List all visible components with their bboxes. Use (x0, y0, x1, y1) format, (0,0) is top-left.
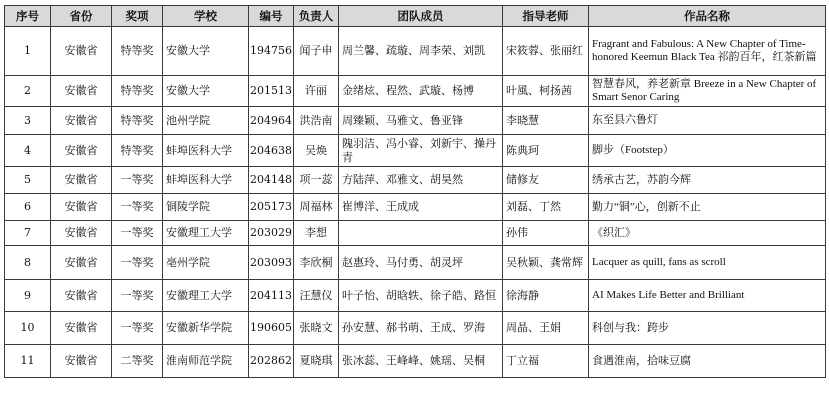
work-cell: 《织汇》 (589, 221, 826, 246)
members-cell: 叶子怡、胡晗轶、徐子皓、路恒 (339, 280, 503, 312)
award-cell: 一等奖 (112, 246, 163, 280)
table-row (5, 76, 826, 107)
work-cell: 智慧春风，养老新章 Breeze in a New Chapter of Smart Senor Caring (589, 76, 826, 107)
seq-cell: 1 (5, 27, 51, 76)
table-row (5, 27, 826, 76)
table-row (5, 221, 826, 246)
province-cell: 安徽省 (51, 167, 112, 194)
award-cell: 一等奖 (112, 280, 163, 312)
seq-cell: 6 (5, 194, 51, 221)
province-cell: 安徽省 (51, 246, 112, 280)
table-row (5, 345, 826, 378)
award-cell: 特等奖 (112, 107, 163, 135)
table-row (5, 135, 826, 167)
work-cell: AI Makes Life Better and Brilliant (589, 280, 826, 312)
school-cell: 安徽理工大学 (163, 280, 249, 312)
school-cell: 池州学院 (163, 107, 249, 135)
advisors-cell: 储修友 (503, 167, 589, 194)
number-cell: 204638 (249, 135, 294, 167)
table-row (5, 280, 826, 312)
work-cell: Fragrant and Fabulous: A New Chapter of Time-honored Keemun Black Tea 祁韵百年，红茶新篇 (589, 27, 826, 76)
header-number: 编号 (249, 6, 294, 27)
award-cell: 特等奖 (112, 76, 163, 107)
advisors-cell: 徐海静 (503, 280, 589, 312)
number-cell: 202862 (249, 345, 294, 378)
work-cell: Lacquer as quill, fans as scroll (589, 246, 826, 280)
advisors-cell: 吴秋颖、龚常辉 (503, 246, 589, 280)
members-cell (339, 221, 503, 246)
work-cell: 科创与我：跨步 (589, 312, 826, 345)
leader-cell: 洪浩南 (294, 107, 339, 135)
leader-cell: 许丽 (294, 76, 339, 107)
header-province: 省份 (51, 6, 112, 27)
advisors-cell: 宋筱蓉、张丽红 (503, 27, 589, 76)
award-cell: 二等奖 (112, 345, 163, 378)
header-leader: 负责人 (294, 6, 339, 27)
number-cell: 203029 (249, 221, 294, 246)
seq-cell: 4 (5, 135, 51, 167)
province-cell: 安徽省 (51, 76, 112, 107)
advisors-cell: 刘磊、丁然 (503, 194, 589, 221)
number-cell: 204148 (249, 167, 294, 194)
leader-cell: 闻子申 (294, 27, 339, 76)
members-cell: 金绪炫、程然、武璇、杨博 (339, 76, 503, 107)
number-cell: 204113 (249, 280, 294, 312)
province-cell: 安徽省 (51, 345, 112, 378)
seq-cell: 11 (5, 345, 51, 378)
leader-cell: 吴焕 (294, 135, 339, 167)
members-cell: 张冰蕊、王峰峰、姚瑶、吴桐 (339, 345, 503, 378)
province-cell: 安徽省 (51, 312, 112, 345)
province-cell: 安徽省 (51, 27, 112, 76)
award-cell: 特等奖 (112, 27, 163, 76)
school-cell: 安徽大学 (163, 76, 249, 107)
leader-cell: 汪慧仪 (294, 280, 339, 312)
leader-cell: 李想 (294, 221, 339, 246)
header-members: 团队成员 (339, 6, 503, 27)
number-cell: 190605 (249, 312, 294, 345)
work-cell: 东至县六鲁灯 (589, 107, 826, 135)
leader-cell: 项一蕊 (294, 167, 339, 194)
province-cell: 安徽省 (51, 194, 112, 221)
members-cell: 崔博洋、王成成 (339, 194, 503, 221)
seq-cell: 7 (5, 221, 51, 246)
header-school: 学校 (163, 6, 249, 27)
work-cell: 勤力“铜”心，创新不止 (589, 194, 826, 221)
award-cell: 一等奖 (112, 312, 163, 345)
number-cell: 204964 (249, 107, 294, 135)
work-cell: 绣承古艺，苏韵今辉 (589, 167, 826, 194)
school-cell: 安徽理工大学 (163, 221, 249, 246)
header-award: 奖项 (112, 6, 163, 27)
province-cell: 安徽省 (51, 221, 112, 246)
leader-cell: 李欣桐 (294, 246, 339, 280)
number-cell: 201513 (249, 76, 294, 107)
members-cell: 周兰馨、疏璇、周李荣、刘凯 (339, 27, 503, 76)
work-cell: 食遇淮南，拾味豆腐 (589, 345, 826, 378)
results-table-wrapper (4, 5, 826, 378)
advisors-cell: 叶風、柯扬茜 (503, 76, 589, 107)
seq-cell: 8 (5, 246, 51, 280)
members-cell: 赵惠玲、马付勇、胡灵坪 (339, 246, 503, 280)
school-cell: 淮南师范学院 (163, 345, 249, 378)
header-row (5, 6, 826, 27)
award-cell: 一等奖 (112, 167, 163, 194)
advisors-cell: 周晶、王娟 (503, 312, 589, 345)
school-cell: 蚌埠医科大学 (163, 167, 249, 194)
school-cell: 亳州学院 (163, 246, 249, 280)
school-cell: 安徽大学 (163, 27, 249, 76)
advisors-cell: 陈典珂 (503, 135, 589, 167)
province-cell: 安徽省 (51, 135, 112, 167)
advisors-cell: 孙伟 (503, 221, 589, 246)
seq-cell: 3 (5, 107, 51, 135)
results-table (4, 5, 826, 378)
award-cell: 特等奖 (112, 135, 163, 167)
header-work: 作品名称 (589, 6, 826, 27)
table-row (5, 194, 826, 221)
number-cell: 194756 (249, 27, 294, 76)
province-cell: 安徽省 (51, 280, 112, 312)
school-cell: 铜陵学院 (163, 194, 249, 221)
leader-cell: 周福林 (294, 194, 339, 221)
table-row (5, 107, 826, 135)
seq-cell: 2 (5, 76, 51, 107)
number-cell: 205173 (249, 194, 294, 221)
school-cell: 安徽新华学院 (163, 312, 249, 345)
members-cell: 方陆萍、邓雅文、胡昊然 (339, 167, 503, 194)
work-cell: 脚步（Footstep） (589, 135, 826, 167)
header-advisors: 指导老师 (503, 6, 589, 27)
award-cell: 一等奖 (112, 194, 163, 221)
number-cell: 203093 (249, 246, 294, 280)
members-cell: 周臻颖、马雅文、鲁亚锋 (339, 107, 503, 135)
seq-cell: 5 (5, 167, 51, 194)
table-row (5, 246, 826, 280)
seq-cell: 10 (5, 312, 51, 345)
school-cell: 蚌埠医科大学 (163, 135, 249, 167)
advisors-cell: 丁立福 (503, 345, 589, 378)
members-cell: 隗羽洁、冯小睿、刘新宇、操丹青 (339, 135, 503, 167)
table-row (5, 312, 826, 345)
province-cell: 安徽省 (51, 107, 112, 135)
header-seq: 序号 (5, 6, 51, 27)
award-cell: 一等奖 (112, 221, 163, 246)
seq-cell: 9 (5, 280, 51, 312)
leader-cell: 张晓文 (294, 312, 339, 345)
table-row (5, 167, 826, 194)
advisors-cell: 李晓慧 (503, 107, 589, 135)
leader-cell: 夏晓琪 (294, 345, 339, 378)
members-cell: 孙安慧、郝书萌、王成、罗海 (339, 312, 503, 345)
